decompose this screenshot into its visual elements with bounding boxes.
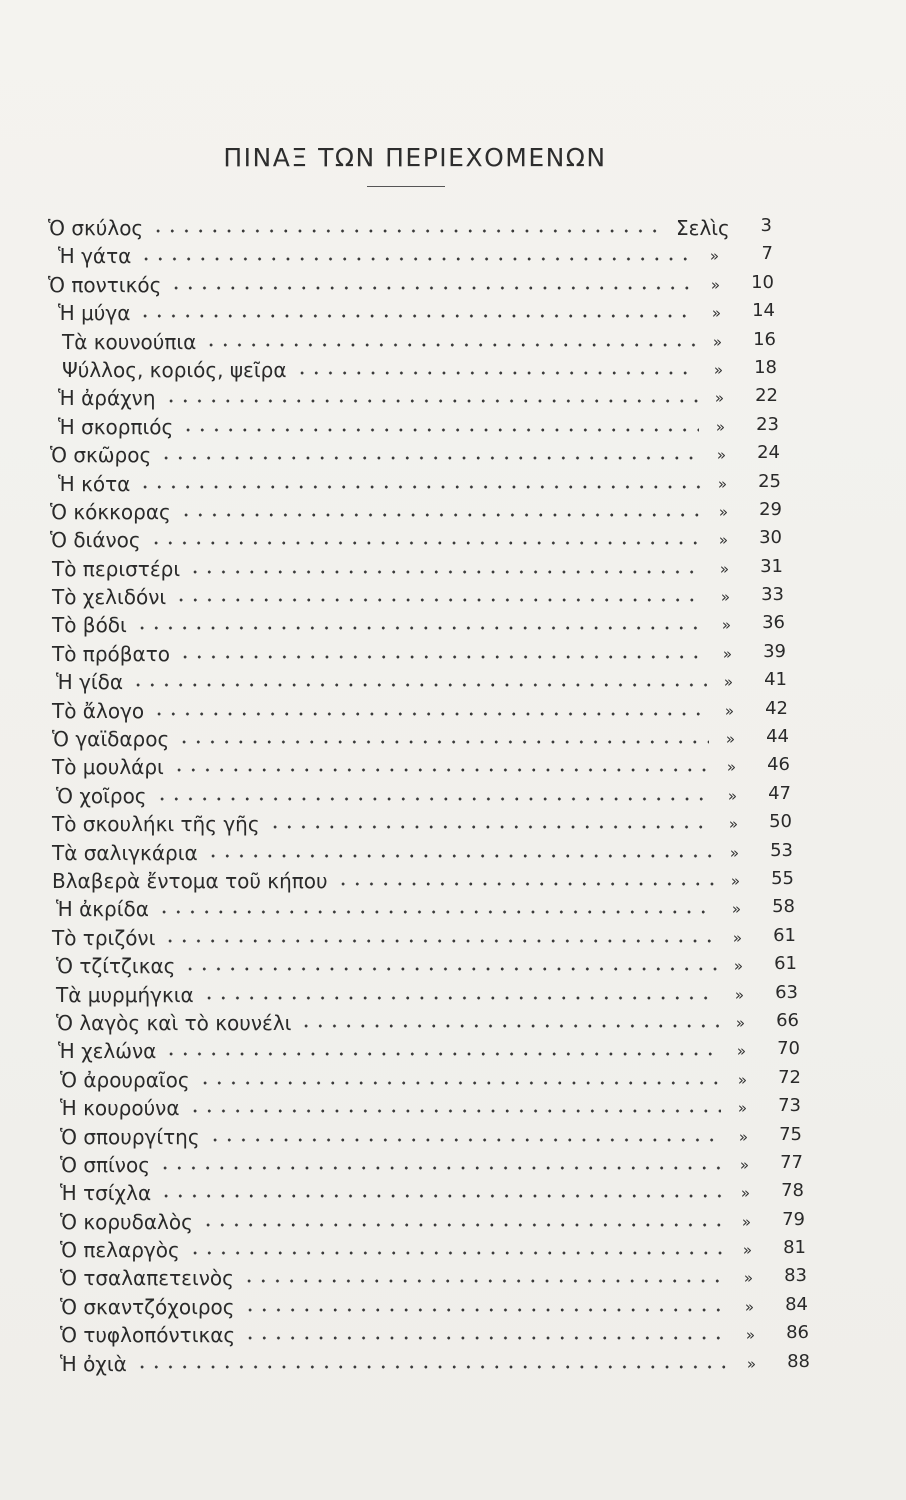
leader-dots <box>178 655 706 659</box>
leader-dots <box>159 456 700 460</box>
toc-entry-page-number: 24 <box>757 442 780 464</box>
ditto-mark: » <box>716 446 726 465</box>
ditto-mark: » <box>721 616 731 635</box>
toc-entry <box>0 1179 906 1207</box>
leader-dots <box>138 314 695 318</box>
toc-entry-page-number: 18 <box>754 356 777 378</box>
leader-dots <box>243 1336 729 1340</box>
toc-entry-title: Τὰ μυρμήγκια <box>56 982 194 1007</box>
toc-entry-title: Τὸ τριζόνι <box>52 925 156 950</box>
ditto-mark: » <box>720 588 730 607</box>
ditto-mark: » <box>715 417 725 436</box>
toc-entry-title: Ἡ χελώνα <box>58 1039 157 1064</box>
leader-dots <box>169 286 694 290</box>
ditto-mark: » <box>724 701 734 720</box>
toc-entry-title: Ὁ κορυδαλὸς <box>60 1209 193 1234</box>
ditto-mark: » <box>726 758 736 777</box>
toc-entry-title: Ὁ διάνος <box>50 528 141 553</box>
toc-entry-title: Ὁ κόκκορας <box>50 499 171 524</box>
toc-entry-page-number: 42 <box>765 697 788 719</box>
leader-dots <box>188 570 703 574</box>
ditto-mark: » <box>738 1127 748 1146</box>
toc-entry-page-number: 44 <box>766 726 789 748</box>
toc-entry <box>0 1350 906 1378</box>
toc-entry-title: Ὁ ποντικός <box>48 272 162 297</box>
ditto-mark: » <box>711 304 721 323</box>
ditto-mark: » <box>710 275 720 294</box>
toc-entry <box>0 1321 906 1349</box>
toc-entry <box>0 1208 906 1236</box>
leader-dots <box>172 768 710 772</box>
page-title: ΠΙΝΑΞ ΤΩΝ ΠΕΡΙΕΧΟΜΕΝΩΝ <box>223 143 607 172</box>
toc-entry-title: Τὸ περιστέρι <box>52 556 181 581</box>
toc-entry <box>0 470 906 498</box>
ditto-mark: » <box>712 332 722 351</box>
toc-entry <box>0 356 906 384</box>
toc-entry-title: Ὁ τυφλοπόντικας <box>60 1323 236 1348</box>
leader-dots <box>151 229 664 233</box>
toc-entry <box>0 555 906 583</box>
toc-entry <box>0 725 906 753</box>
toc-entry-title: Ἡ κουρούνα <box>60 1096 180 1121</box>
toc-entry-title: Ἡ κότα <box>58 471 131 496</box>
ditto-mark: » <box>713 360 723 379</box>
toc-entry-page-number: 83 <box>784 1265 807 1287</box>
toc-entry-title: Τὰ κουνούπια <box>62 329 197 354</box>
toc-entry-page-number: 7 <box>761 243 773 265</box>
toc-entry-page-number: 30 <box>759 527 782 549</box>
ditto-mark: » <box>728 815 738 834</box>
ditto-mark: » <box>743 1269 753 1288</box>
toc-entry-page-number: 61 <box>773 924 796 946</box>
toc-entry-title: Τὸ σκουλήκι τῆς γῆς <box>52 812 260 837</box>
toc-entry <box>0 697 906 725</box>
toc-entry-page-number: 3 <box>760 215 772 236</box>
toc-entry <box>0 1293 906 1321</box>
toc-entry-title: Τὸ πρόβατο <box>52 641 171 666</box>
toc-entry <box>0 611 906 639</box>
leader-dots <box>183 967 717 971</box>
ditto-mark: » <box>737 1070 747 1089</box>
title-underline <box>367 186 445 187</box>
toc-entry <box>0 839 906 867</box>
toc-entry-title: Ἡ μύγα <box>58 301 131 326</box>
toc-entry <box>0 441 906 469</box>
toc-entry-page-number: 53 <box>770 839 793 861</box>
toc-entry-page-number: 31 <box>760 555 783 577</box>
toc-entry-page-number: 22 <box>755 385 778 407</box>
toc-entry-title: Ἡ ἀράχνη <box>58 386 156 411</box>
ditto-mark: » <box>714 389 724 408</box>
leader-dots <box>188 1251 726 1255</box>
leader-dots <box>202 996 718 1000</box>
ditto-mark: » <box>725 730 735 749</box>
leader-dots <box>159 1194 724 1198</box>
toc-entry-title: Ἡ γάτα <box>58 244 132 269</box>
toc-entry-title: Ὁ σπουργίτης <box>60 1124 200 1149</box>
ditto-mark: » <box>727 786 737 805</box>
toc-entry-title: Ὁ τζίτζικας <box>56 954 176 979</box>
toc-entry-page-number: 78 <box>781 1180 804 1202</box>
toc-entry <box>0 384 906 412</box>
toc-entry <box>0 810 906 838</box>
toc-entry-title: Ἡ τσίχλα <box>60 1181 152 1206</box>
toc-entry-title: Τὸ ἄλογο <box>52 698 145 723</box>
toc-entry-title: Ὁ σπίνος <box>60 1152 150 1177</box>
toc-entry-title: Ἡ ἀκρίδα <box>56 897 149 922</box>
leader-dots <box>174 598 704 602</box>
toc-entry-page-number: 66 <box>776 1009 799 1031</box>
toc-entry-title: Ὁ λαγὸς καὶ τὸ κουνέλι <box>56 1010 292 1035</box>
toc-entry <box>0 1009 906 1037</box>
toc-entry-title: Ὁ πελαργὸς <box>60 1238 180 1263</box>
toc-entry <box>0 299 906 327</box>
toc-entry <box>0 753 906 781</box>
leader-dots <box>135 626 705 630</box>
toc-entry-title: Ἡ ὀχιὰ <box>60 1351 127 1376</box>
toc-entry-page-number: 10 <box>751 271 774 293</box>
toc-entry-page-number: 58 <box>772 896 795 918</box>
leader-dots <box>158 1166 723 1170</box>
toc-entry-page-number: 79 <box>782 1208 805 1230</box>
leader-dots <box>295 371 697 375</box>
toc-entry-title: Βλαβερὰ ἔντομα τοῦ κήπου <box>52 868 328 893</box>
toc-entry-page-number: 63 <box>775 981 798 1003</box>
table-of-contents <box>0 214 906 1378</box>
ditto-mark: » <box>736 1042 746 1061</box>
toc-entry <box>0 668 906 696</box>
toc-entry-title: Τὸ χελιδόνι <box>52 585 167 610</box>
toc-entry-page-number: 23 <box>756 413 779 435</box>
ditto-mark: » <box>737 1099 747 1118</box>
toc-entry-page-number: 81 <box>783 1237 806 1259</box>
toc-entry-title: Ἡ σκορπιός <box>58 414 174 439</box>
toc-entry <box>0 952 906 980</box>
toc-entry-title: Τὸ βόδι <box>52 613 127 638</box>
ditto-mark: » <box>745 1326 755 1345</box>
toc-entry <box>0 328 906 356</box>
toc-entry-title: Ὁ σκύλος <box>48 216 144 240</box>
toc-entry <box>0 271 906 299</box>
toc-entry-title: Ὁ σκῶρος <box>50 443 152 468</box>
leader-dots <box>138 485 701 489</box>
toc-entry-page-number: 47 <box>768 782 791 804</box>
leader-dots <box>336 882 714 886</box>
toc-entry-page-number: 61 <box>774 953 797 975</box>
ditto-mark: » <box>709 247 719 266</box>
ditto-mark: » <box>722 644 732 663</box>
toc-entry-page-number: 70 <box>777 1038 800 1060</box>
ditto-mark: » <box>734 985 744 1004</box>
ditto-mark: » <box>744 1297 754 1316</box>
leader-dots <box>149 541 702 545</box>
ditto-mark: » <box>740 1184 750 1203</box>
leader-dots <box>268 825 712 829</box>
ditto-mark: » <box>732 928 742 947</box>
toc-entry <box>0 1094 906 1122</box>
leader-dots <box>181 428 699 432</box>
leader-dots <box>206 854 713 858</box>
toc-entry-page-number: 55 <box>771 867 794 889</box>
leader-dots <box>177 740 709 744</box>
toc-entry-page-number: 88 <box>787 1350 810 1372</box>
leader-dots <box>188 1109 721 1113</box>
toc-entry-page-number: 33 <box>761 584 784 606</box>
toc-entry <box>0 1123 906 1151</box>
ditto-mark: » <box>730 871 740 890</box>
toc-entry <box>0 526 906 554</box>
leader-dots <box>139 257 693 261</box>
leader-dots <box>152 712 708 716</box>
leader-dots <box>164 1052 720 1056</box>
leader-dots <box>201 1223 725 1227</box>
toc-entry-page-number: 46 <box>767 754 790 776</box>
ditto-mark: » <box>739 1155 749 1174</box>
ditto-mark: » <box>718 531 728 550</box>
leader-dots <box>243 1308 728 1312</box>
ditto-mark: » <box>741 1212 751 1231</box>
toc-entry-title: Τὰ σαλιγκάρια <box>52 840 198 865</box>
leader-dots <box>164 399 698 403</box>
leader-dots <box>299 1024 719 1028</box>
toc-entry-title: Ψύλλος, κοριός, ψεῖρα <box>62 357 287 382</box>
toc-entry-title: Ὁ χοῖρος <box>56 783 147 808</box>
ditto-mark: » <box>735 1013 745 1032</box>
ditto-mark: » <box>717 474 727 493</box>
toc-entry <box>0 413 906 441</box>
toc-entry-page-number: 16 <box>753 328 776 350</box>
toc-entry-page-number: 29 <box>759 498 782 520</box>
toc-entry-title: Ἡ γίδα <box>56 670 124 695</box>
ditto-mark: » <box>742 1241 752 1260</box>
leader-dots <box>242 1279 727 1283</box>
ditto-mark: » <box>723 673 733 692</box>
toc-entry-page-number: 84 <box>785 1293 808 1315</box>
leader-dots <box>208 1138 722 1142</box>
ditto-mark: » <box>729 843 739 862</box>
toc-entry <box>0 214 906 242</box>
toc-entry-page-number: 39 <box>763 640 786 662</box>
page-column-label: Σελὶς <box>676 216 730 240</box>
toc-entry-title: Ὁ ἀρουραῖος <box>60 1067 190 1092</box>
toc-entry-page-number: 25 <box>758 470 781 492</box>
toc-entry-page-number: 14 <box>752 300 775 322</box>
leader-dots <box>204 343 696 347</box>
toc-entry <box>0 1236 906 1264</box>
toc-entry-title: Ὁ γαϊδαρος <box>52 727 170 752</box>
toc-entry-page-number: 36 <box>762 612 785 634</box>
ditto-mark: » <box>718 502 728 521</box>
ditto-mark: » <box>731 900 741 919</box>
toc-entry <box>0 1037 906 1065</box>
toc-entry <box>0 782 906 810</box>
toc-entry-title: Ὁ τσαλαπετεινὸς <box>60 1266 234 1291</box>
leader-dots <box>157 910 715 914</box>
toc-entry-page-number: 50 <box>769 811 792 833</box>
toc-entry <box>0 867 906 895</box>
toc-entry-page-number: 77 <box>780 1151 803 1173</box>
toc-entry <box>0 924 906 952</box>
toc-entry <box>0 1151 906 1179</box>
toc-entry-title: Τὸ μουλάρι <box>52 755 164 780</box>
leader-dots <box>179 513 702 517</box>
toc-entry-title: Ὁ σκαντζόχοιρος <box>60 1294 235 1319</box>
leader-dots <box>135 1365 730 1369</box>
ditto-mark: » <box>719 559 729 578</box>
toc-entry <box>0 895 906 923</box>
toc-entry-page-number: 72 <box>778 1066 801 1088</box>
leader-dots <box>155 797 711 801</box>
toc-entry-page-number: 86 <box>786 1322 809 1344</box>
toc-entry-page-number: 73 <box>778 1095 801 1117</box>
ditto-mark: » <box>733 957 743 976</box>
toc-entry-page-number: 41 <box>764 669 787 691</box>
leader-dots <box>163 939 716 943</box>
toc-entry <box>0 242 906 270</box>
toc-entry <box>0 1066 906 1094</box>
toc-entry <box>0 640 906 668</box>
toc-entry <box>0 1264 906 1292</box>
toc-entry <box>0 981 906 1009</box>
toc-entry <box>0 498 906 526</box>
toc-entry-page-number: 75 <box>779 1123 802 1145</box>
leader-dots <box>198 1081 721 1085</box>
leader-dots <box>131 683 707 687</box>
toc-entry <box>0 583 906 611</box>
ditto-mark: » <box>746 1354 756 1373</box>
